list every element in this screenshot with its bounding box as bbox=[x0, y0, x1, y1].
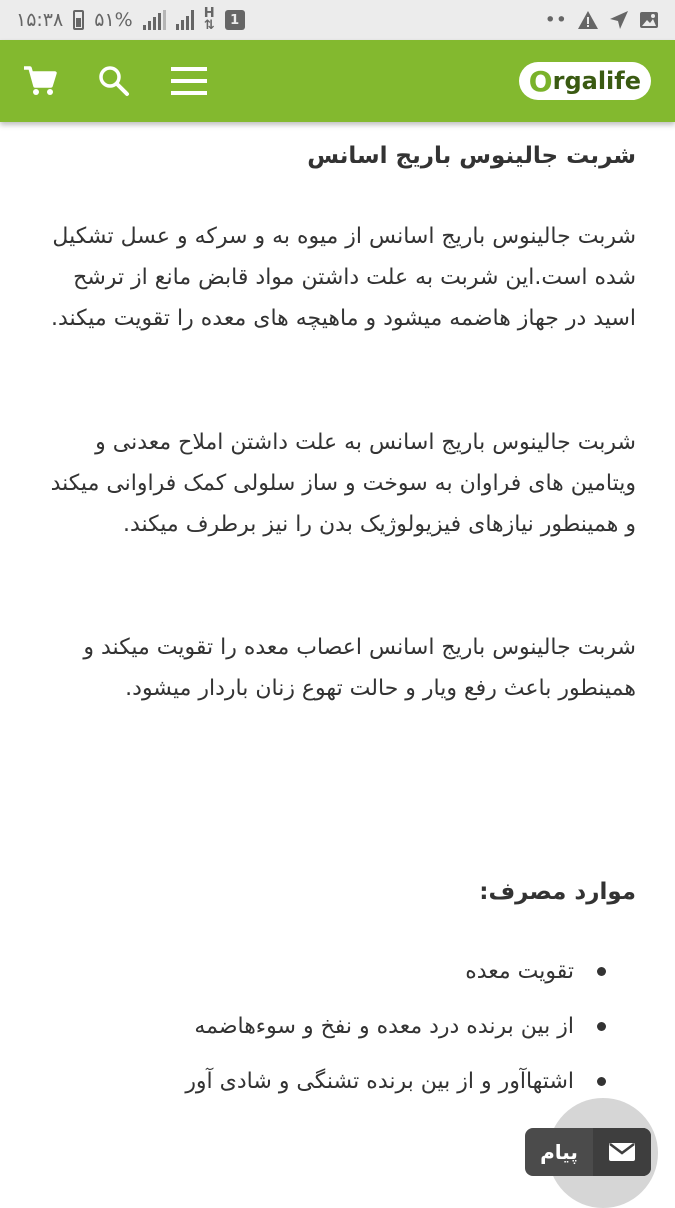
article-paragraph-2: شربت جالینوس باریج اسانس به علت داشتن املاح معدنی و ویتامین های فراوان به سوخت و ساز سلولی کمک فراوانی میکند و همینطور نیازهای فیزیولوژیک بدن را نیز برطرف میکند. bbox=[50, 430, 636, 537]
search-icon bbox=[98, 65, 130, 97]
cart-icon bbox=[23, 65, 57, 97]
menu-icon bbox=[171, 66, 207, 96]
battery-icon bbox=[73, 10, 84, 30]
article-content bbox=[40, 134, 636, 1094]
battery-level: ۵۱% bbox=[94, 9, 133, 31]
status-bar bbox=[0, 0, 675, 40]
orgalife-logo[interactable] bbox=[519, 62, 651, 100]
sim-badge-icon: 1 bbox=[225, 10, 245, 30]
status-right bbox=[545, 9, 659, 31]
list-item: اشتهاآور و از بین برنده تشنگی و شادی آور bbox=[46, 1054, 606, 1109]
usage-list bbox=[46, 944, 606, 1109]
status-time: ۱۵:۳۸ bbox=[16, 9, 64, 31]
logo-letter: O bbox=[528, 64, 553, 98]
message-button[interactable] bbox=[525, 1128, 651, 1176]
signal-icon-2 bbox=[176, 10, 194, 30]
location-icon bbox=[609, 10, 629, 30]
list-item: تقویت معده bbox=[46, 944, 606, 999]
article-title: شربت جالینوس باریج اسانس bbox=[307, 143, 636, 169]
image-icon bbox=[639, 10, 659, 30]
mail-icon bbox=[593, 1128, 651, 1176]
data-h-icon: H ⇅ bbox=[203, 6, 215, 33]
list-item: از بین برنده درد معده و نفخ و سوءهاضمه bbox=[46, 999, 606, 1054]
usage-title: موارد مصرف: bbox=[479, 879, 636, 905]
search-button[interactable] bbox=[92, 40, 136, 122]
logo-text: rgalife bbox=[552, 67, 641, 95]
signal-icon bbox=[143, 10, 166, 30]
message-label: پیام bbox=[540, 1140, 578, 1164]
menu-button[interactable] bbox=[168, 40, 210, 122]
article-paragraph-1: شربت جالینوس باریج اسانس از میوه به و سرکه و عسل تشکیل شده است.این شربت به علت داشتن مواد قابض مانع از ترشح اسید در جهاز هاضمه میشود و ماهیچه های معده را تقویت میکند. bbox=[50, 224, 636, 331]
status-left bbox=[16, 8, 245, 32]
more-icon: •• bbox=[544, 9, 567, 31]
article-paragraph-3: شربت جالینوس باریج اسانس اعصاب معده را تقویت میکند و همینطور باعث رفع ویار و حالت تهوع زنان باردار میشود. bbox=[83, 635, 636, 701]
cart-button[interactable] bbox=[18, 40, 62, 122]
app-bar bbox=[0, 40, 675, 122]
warning-icon bbox=[577, 10, 599, 30]
